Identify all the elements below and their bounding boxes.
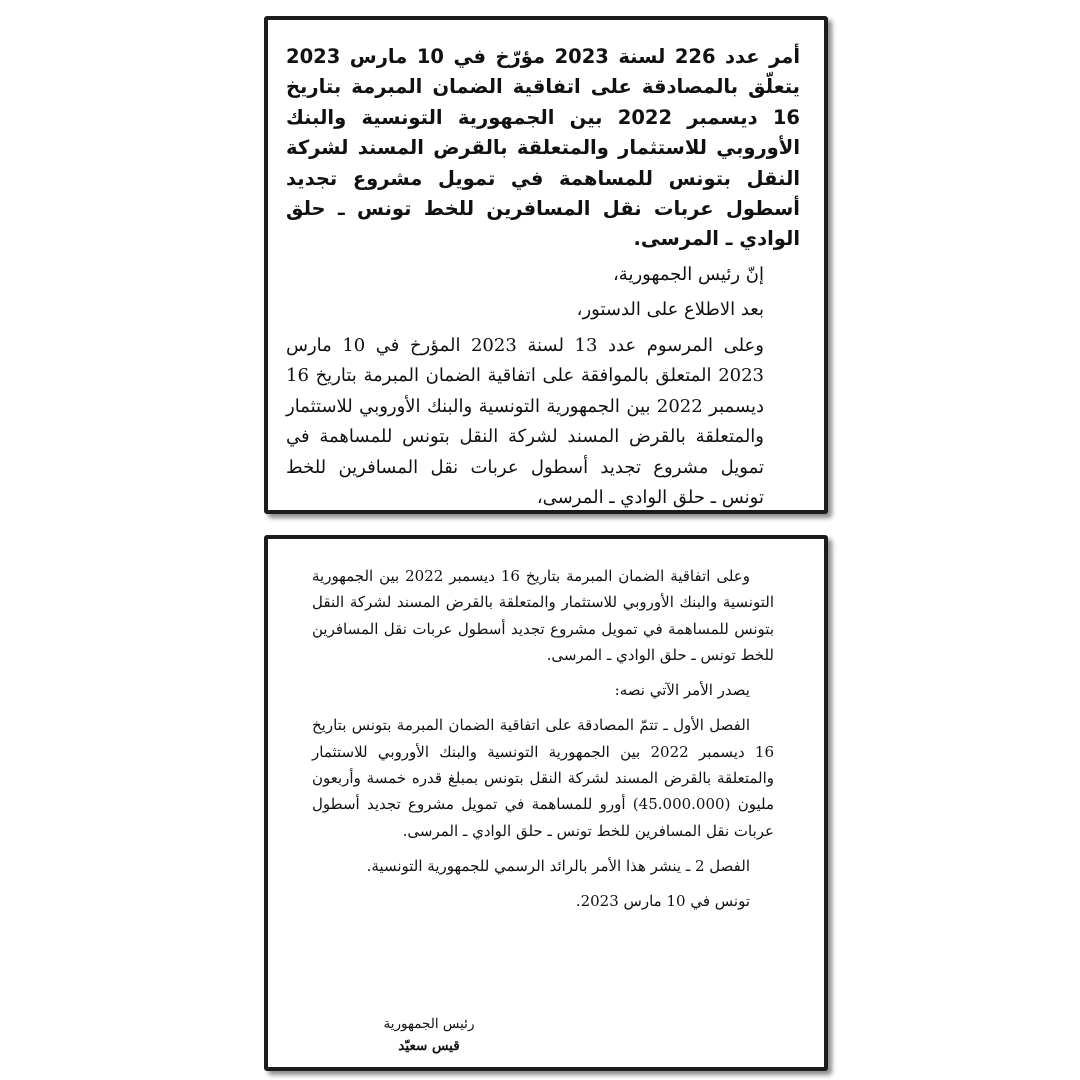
decree-law-reference: وعلى المرسوم عدد 13 لسنة 2023 المؤرخ في 10 مارس 2023 المتعلق بالموافقة على اتفاقية الضمان المبرمة بتاريخ 16 ديسمبر 2022 بين الجمهورية التونسية والبنك الأوروبي للاستثمار والمتعلقة بالقرض المسند لشركة النقل بتونس للمساهمة في تمويل مشروع تجديد أسطول عربات نقل المسافرين للخط تونس ـ حلق الوادي ـ المرسى، [286, 334, 764, 509]
opening-line: إنّ رئيس الجمهورية، [612, 263, 764, 285]
article-2: الفصل 2 ـ ينشر هذا الأمر بالرائد الرسمي للجمهورية التونسية. [366, 856, 750, 875]
decree-header-content [286, 42, 800, 514]
signature-title: رئيس الجمهورية [383, 1016, 475, 1032]
signature-block [364, 1013, 494, 1057]
decree-header-panel [264, 16, 828, 514]
article-1: الفصل الأول ـ تتمّ المصادقة على اتفاقية الضمان المبرمة بتونس بتاريخ 16 ديسمبر 2022 بين الجمهورية التونسية والبنك الأوروبي للاستثمار والمتعلقة بالقرض المسند لشركة النقل بتونس بمبلغ قدره خمسة وأربعون مليون (45.000.000) أورو للمساهمة في تمويل مشروع تجديد أسطول عربات نقل المسافرين للخط تونس ـ حلق الوادي ـ المرسى. [312, 716, 775, 840]
decree-body-panel [264, 535, 828, 1071]
constitution-reference: بعد الاطلاع على الدستور، [576, 299, 764, 321]
decree-title: أمر عدد 226 لسنة 2023 مؤرّخ في 10 مارس 2023 يتعلّق بالمصادقة على اتفاقية الضمان المبرمة بتاريخ 16 ديسمبر 2022 بين الجمهورية التونسية والبنك الأوروبي للاستثمار والمتعلقة بالقرض المسند لشركة النقل بتونس للمساهمة في تمويل مشروع تجديد أسطول عربات نقل المسافرين للخط تونس ـ حلق الوادي ـ المرسى. [286, 45, 801, 251]
decree-body-content [312, 563, 774, 915]
signature-name: قيس سعيّد [398, 1038, 460, 1054]
agreement-reference: وعلى اتفاقية الضمان المبرمة بتاريخ 16 ديسمبر 2022 بين الجمهورية التونسية والبنك الأوروبي للاستثمار والمتعلقة بالقرض المسند لشركة النقل بتونس للمساهمة في تمويل مشروع تجديد أسطول عربات نقل المسافرين للخط تونس ـ حلق الوادي ـ المرسى. [312, 567, 774, 664]
enactment-line: يصدر الأمر الآتي نصه: [614, 681, 750, 700]
date-line: تونس في 10 مارس 2023. [575, 892, 750, 911]
